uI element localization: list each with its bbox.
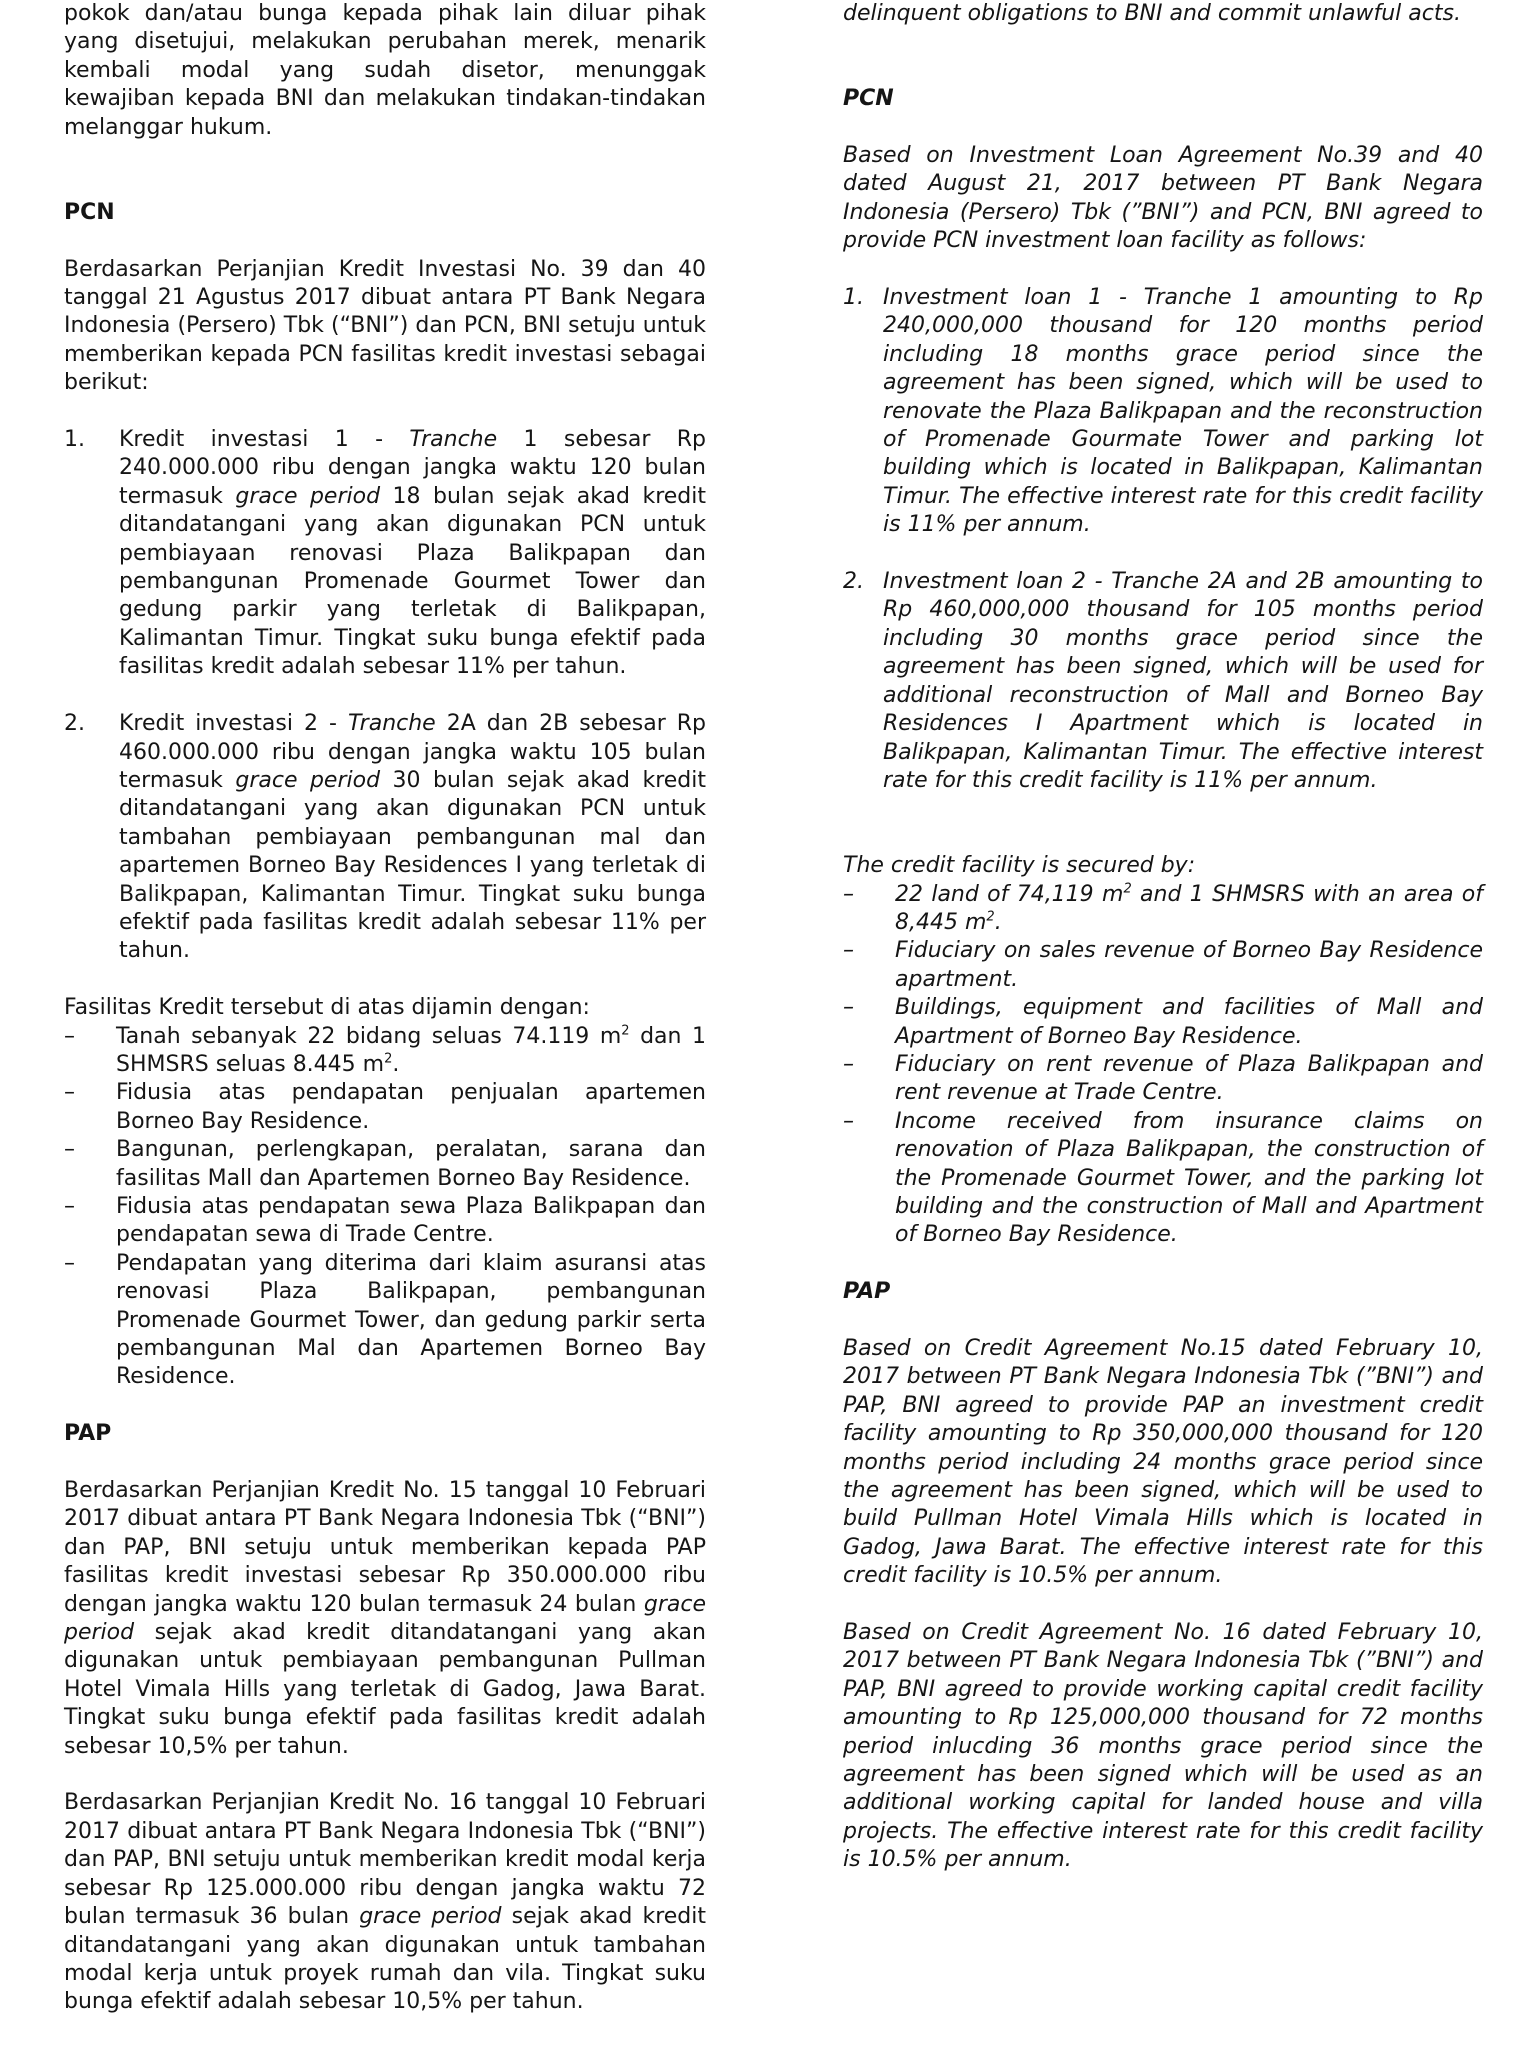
pap-paragraph-2: Berdasarkan Perjanjian Kredit No. 16 tanggal 10 Februari 2017 dibuat antara PT Bank Negara Indonesia Tbk (“BNI”) dan PAP, BNI setuju untuk memberikan kredit modal kerja sebesar Rp 125.000.000 ribu dengan jangka waktu 72 bulan termasuk 36 bulan grace period sejak akad kredit ditandatangani yang akan digunakan untuk tambahan modal kerja untuk proyek rumah dan vila. Tingkat suku bunga efektif adalah sebesar 10,5% per tahun. — [64, 1790, 706, 2015]
list-item: – Fiduciary on rent revenue of Plaza Balikpapan and rent revenue at Trade Centre. — [843, 1051, 1483, 1106]
pcn-paragraph: Based on Investment Loan Agreement No.39 and 40 dated August 21, 2017 between PT Bank Negara Indonesia (Persero) Tbk (”BNI”) and PCN, BNI agreed to provide PCN investment loan facility as follows: — [843, 143, 1483, 254]
list-item: – 22 land of 74,119 $m^2$ and 1 SHMSRS with an area of 8,445 $m^2$. — [843, 881, 1483, 935]
pcn-paragraph: Berdasarkan Perjanjian Kredit Investasi No. 39 dan 40 tanggal 21 Agustus 2017 dibuat antara PT Bank Negara Indonesia (Persero) Tbk (“BNI”) dan PCN, BNI setuju untuk memberikan kepada PCN fasilitas kredit investasi sebagai berikut: — [64, 256, 706, 396]
item-number: 2. — [843, 569, 864, 595]
intro-paragraph: pokok dan/atau bunga kepada pihak lain diluar pihak yang disetujui, melakukan perubahan merek, menarik kembali modal yang sudah disetor, menunggak kewajiban kepada BNI dan melakukan tindakan-tindakan melanggar hukum. — [64, 1, 706, 140]
item-number: 1. — [843, 285, 864, 311]
collateral-intro: The credit facility is secured by: — [843, 853, 1196, 879]
indonesian-column — [64, 0, 706, 2017]
loan-item-1 — [64, 426, 706, 682]
pap-paragraph-2: Based on Credit Agreement No. 16 dated February 10, 2017 between PT Bank Negara Indonesia Tbk (”BNI”) and PAP, BNI agreed to provide working capital credit facility amounting to Rp 125,000,000 thousand for 72 months period inlucding 36 months grace period since the agreement has been signed which will be used as an additional working capital for landed house and villa projects. The effective interest rate for this credit facility is 10.5% per annum. — [843, 1620, 1483, 1873]
item-text: Kredit investasi 1 - Tranche 1 sebesar Rp 240.000.000 ribu dengan jangka waktu 120 bulan termasuk grace period 18 bulan sejak akad kredit ditandatangani yang akan digunakan PCN untuk pembiayaan renovasi Plaza Balikpapan dan pembangunan Promenade Gourmet Tower dan gedung parkir yang terletak di Balikpapan, Kalimantan Timur. Tingkat suku bunga efektif pada fasilitas kredit adalah sebesar 11% per tahun. — [119, 427, 707, 680]
list-item: – Bangunan, perlengkapan, peralatan, sarana dan fasilitas Mall dan Apartemen Borneo Bay Residence. — [64, 1137, 706, 1191]
pap-heading: PAP — [64, 1421, 112, 1447]
item-text: Kredit investasi 2 - Tranche 2A dan 2B sebesar Rp 460.000.000 ribu dengan jangka waktu 105 bulan termasuk grace period 30 bulan sejak akad kredit ditandatangani yang akan digunakan PCN untuk tambahan pembiayaan pembangunan mal dan apartemen Borneo Bay Residences I yang terletak di Balikpapan, Kalimantan Timur. Tingkat suku bunga efektif pada fasilitas kredit adalah sebesar 11% per tahun. — [119, 711, 707, 964]
item-number: 1. — [64, 427, 85, 453]
loan-item-2 — [64, 710, 706, 966]
pap-heading: PAP — [843, 1279, 891, 1305]
list-item: – Buildings, equipment and facilities of Mall and Apartment of Borneo Bay Residence. — [843, 995, 1483, 1049]
pcn-heading: PCN — [64, 199, 115, 225]
list-item: – Pendapatan yang diterima dari klaim asuransi atas renovasi Plaza Balikpapan, pembangunan Promenade Gourmet Tower, dan gedung parkir serta pembangunan Mal dan Apartemen Borneo Bay Residence. — [64, 1250, 706, 1390]
list-item: – Tanah sebanyak 22 bidang seluas 74.119 $m^2$ dan 1 SHMSRS seluas 8.445 $m^2$. — [64, 1023, 706, 1077]
list-item: – Fidusia atas pendapatan sewa Plaza Balikpapan dan pendapatan sewa di Trade Centre. — [64, 1193, 706, 1248]
collateral-intro: Fasilitas Kredit tersebut di atas dijamin dengan: — [64, 995, 590, 1021]
english-column — [843, 0, 1483, 1875]
pcn-heading: PCN — [843, 86, 894, 112]
list-item: – Fidusia atas pendapatan penjualan apartemen Borneo Bay Residence. — [64, 1080, 706, 1134]
collateral-list — [64, 1023, 706, 1392]
collateral-list — [843, 881, 1483, 1250]
pap-paragraph-1: Based on Credit Agreement No.15 dated February 10, 2017 between PT Bank Negara Indonesia Tbk (”BNI”) and PAP, BNI agreed to provide PAP an investment credit facility amounting to Rp 350,000,000 thousand for 120 months period including 24 months grace period since the agreement has been signed, which will be used to build Pullman Hotel Vimala Hills which is located in Gadog, Jawa Barat. The effective interest rate for this credit facility is 10.5% per annum. — [843, 1335, 1483, 1589]
intro-paragraph: delinquent obligations to BNI and commit unlawful acts. — [843, 1, 1461, 26]
pap-paragraph-1: Berdasarkan Perjanjian Kredit No. 15 tanggal 10 Februari 2017 dibuat antara PT Bank Negara Indonesia Tbk (“BNI”) dan PAP, BNI setuju untuk memberikan kepada PAP fasilitas kredit investasi sebesar Rp 350.000.000 ribu dengan jangka waktu 120 bulan termasuk 24 bulan grace period sejak akad kredit ditandatangani yang akan digunakan untuk pembiayaan pembangunan Pullman Hotel Vimala Hills yang terletak di Gadog, Jawa Barat. Tingkat suku bunga efektif pada fasilitas kredit adalah sebesar 10,5% per tahun. — [64, 1478, 706, 1759]
item-number: 2. — [64, 711, 85, 737]
list-item: – Income received from insurance claims on renovation of Plaza Balikpapan, the construction of the Promenade Gourmet Tower, and the parking lot building and the construction of Mall and Apartment of Borneo Bay Residence. — [843, 1108, 1483, 1248]
item-text: Investment loan 2 - Tranche 2A and 2B amounting to Rp 460,000,000 thousand for 105 months period including 30 months grace period since the agreement has been signed, which will be used for additional reconstruction of Mall and Borneo Bay Residences I Apartment which is located in Balikpapan, Kalimantan Timur. The effective interest rate for this credit facility is 11% per annum. — [883, 569, 1483, 793]
list-item: – Fiduciary on sales revenue of Borneo Bay Residence apartment. — [843, 938, 1483, 992]
loan-item-2 — [843, 568, 1483, 795]
item-text: Investment loan 1 - Tranche 1 amounting to Rp 240,000,000 thousand for 120 months period including 18 months grace period since the agreement has been signed, which will be used to renovate the Plaza Balikpapan and the reconstruction of Promenade Gourmate Tower and parking lot building which is located in Balikpapan, Kalimantan Timur. The effective interest rate for this credit facility is 11% per annum. — [883, 285, 1483, 538]
loan-item-1 — [843, 284, 1483, 540]
